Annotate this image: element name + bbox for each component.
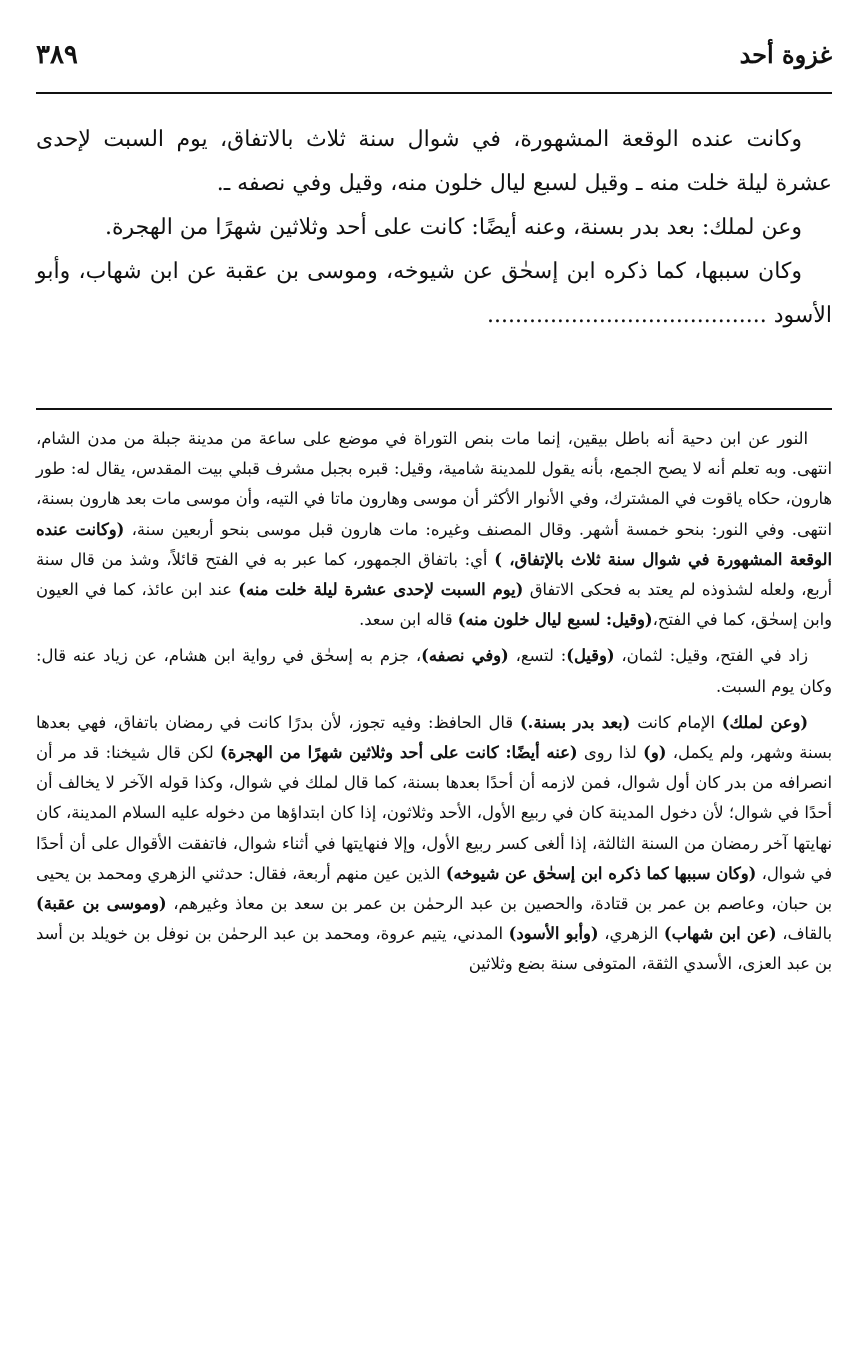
commentary-text-run: النور عن ابن دحية أنه باطل بيقين، إنما مات بنص التوراة في موضع على ساعة من مدينة جبلة من مدن الشام، انتهى. وبه تعلم أنه لا يصح الجمع، بأنه يقول للمدينة شامية، وقيل: قبره بجبل مشرف قبلي بيت المقدس، يقال له: طور هارون، حكاه ياقوت في المشترك، وفي الأنوار الأكثر أن موسى وهارون ماتا في التيه، وأن موسى مات بعد هارون بسنة، انتهى. وفي النور: بنحو خمسة أشهر. وقال المصنف وغيره: مات هارون قبل موسى بنحو أربعين سنة،	[36, 429, 832, 539]
quoted-phrase: (وقيل)	[566, 646, 615, 666]
commentary-text-run: الإمام كانت	[630, 712, 722, 732]
quoted-phrase: (عنه أيضًا: كانت على أحد وثلاثين شهرًا من الهجرة)	[220, 743, 578, 763]
quoted-phrase: (يوم السبت لإحدى عشرة ليلة خلت منه)	[238, 580, 524, 600]
commentary-text-run: عند ابن عائذ، كما في العيون وابن إسحٰق، كما في الفتح،	[36, 580, 832, 630]
main-paragraph-2: وعن لملك: بعد بدر بسنة، وعنه أيضًا: كانت على أحد وثلاثين شهرًا من الهجرة.	[104, 215, 802, 240]
chapter-title: غزوة أحد	[739, 40, 832, 69]
commentary-divider	[36, 408, 832, 410]
commentary-text	[36, 424, 832, 986]
commentary-text-run: بالقاف،	[776, 924, 832, 944]
quoted-phrase: (وعن لملك)	[721, 712, 809, 732]
quoted-phrase: (بعد بدر بسنة.)	[519, 712, 631, 732]
quoted-phrase: (وكان سببها كما ذكره ابن إسحٰق عن شيوخه)	[445, 863, 757, 883]
quoted-phrase: (وأبو الأسود)	[508, 924, 599, 944]
quoted-phrase: (عن ابن شهاب)	[663, 924, 777, 944]
main-paragraph-3-text: وكان سببها، كما ذكره ابن إسحٰق عن شيوخه، وموسى بن عقبة عن ابن شهاب، وأبو الأسود	[36, 259, 832, 328]
main-text	[36, 118, 832, 338]
main-paragraph-1: وكانت عنده الوقعة المشهورة، في شوال سنة ثلاث بالاتفاق، يوم السبت لإحدى عشرة ليلة خلت منه ـ وقيل لسبع ليال خلون منه، وقيل وفي نصفه ـ.	[36, 127, 832, 196]
quoted-phrase: (وفي نصفه)	[421, 646, 509, 666]
quoted-phrase: (وكانت عنده الوقعة المشهورة في شوال سنة ثلاث بالإتفاق، )	[36, 519, 832, 569]
quoted-phrase: (وموسى بن عقبة)	[36, 894, 167, 914]
page-number: ٣٨٩	[36, 40, 78, 70]
commentary-text-run: الذين عين منهم أربعة، فقال: حدثني الزهري ومحمد بن يحيى بن حبان، وعاصم بن عمر بن قتادة، والحصين بن عبد الرحمٰن بن عمر بن سعد بن معاذ وغيرهم،	[36, 863, 832, 914]
commentary-text-run: قاله ابن سعد.	[359, 610, 458, 630]
commentary-text-run: لكن قال شيخنا: قد مر أن انصرافه من بدر كان أول شوال، فمن لازمه أن أحدًا بعدها بسنة، كما قال لملك في شوال، وكذا قوله الآخر لا يخالف أن أحدًا في شوال؛ لأن دخول المدينة كان في ربيع الأول، الأحد وثلاثون، إذا كان ابتداؤها من دخوله عليه السلام المدينة، كان نهايتها آخر رمضان من السنة الثالثة، إذا ألغى كسر ربيع الأول، وإلا فنهايتها في أثناء شوال، فاتفقت الأقوال على أن أحدًا في شوال،	[36, 743, 832, 883]
quoted-phrase: (وقيل: لسبع ليال خلون منه)	[457, 610, 653, 630]
page-header	[36, 40, 832, 84]
commentary-paragraph-1	[36, 424, 832, 635]
commentary-text-run: المدني، يتيم عروة، ومحمد بن عبد الرحمٰن بن نوفل بن خويلد بن أسد بن عبد العزى، الأسدي الثقة، المتوفى سنة بضع وثلاثين	[36, 924, 832, 974]
quoted-phrase: (و)	[643, 743, 667, 763]
commentary-text-run: ، جزم به إسحٰق في رواية ابن هشام، عن زياد عنه قال: وكان يوم السبت.	[36, 646, 832, 696]
commentary-text-run: الزهري،	[598, 924, 664, 944]
commentary-text-run: أي: باتفاق الجمهور، كما عبر به في الفتح قائلاً، وشذ من قال سنة أربع، ولعله لشذوذه لم يعتد به فحكى الاتفاق	[36, 549, 832, 600]
ellipsis-dots: ........................................	[487, 303, 767, 328]
commentary-paragraph-2	[36, 641, 832, 701]
commentary-text-run: قال الحافظ: وفيه تجوز، لأن بدرًا كانت في رمضان باتفاق، فهي بعدها بسنة وشهر، ولم يكمل،	[36, 712, 832, 763]
main-paragraph-3	[36, 250, 832, 338]
commentary-text-run: زاد في الفتح، وقيل: لثمان،	[614, 646, 809, 666]
commentary-text-run: لذا روى	[577, 743, 644, 763]
commentary-paragraph-3	[36, 708, 832, 980]
commentary-text-run: : لتسع،	[508, 646, 567, 666]
header-divider	[36, 92, 832, 94]
